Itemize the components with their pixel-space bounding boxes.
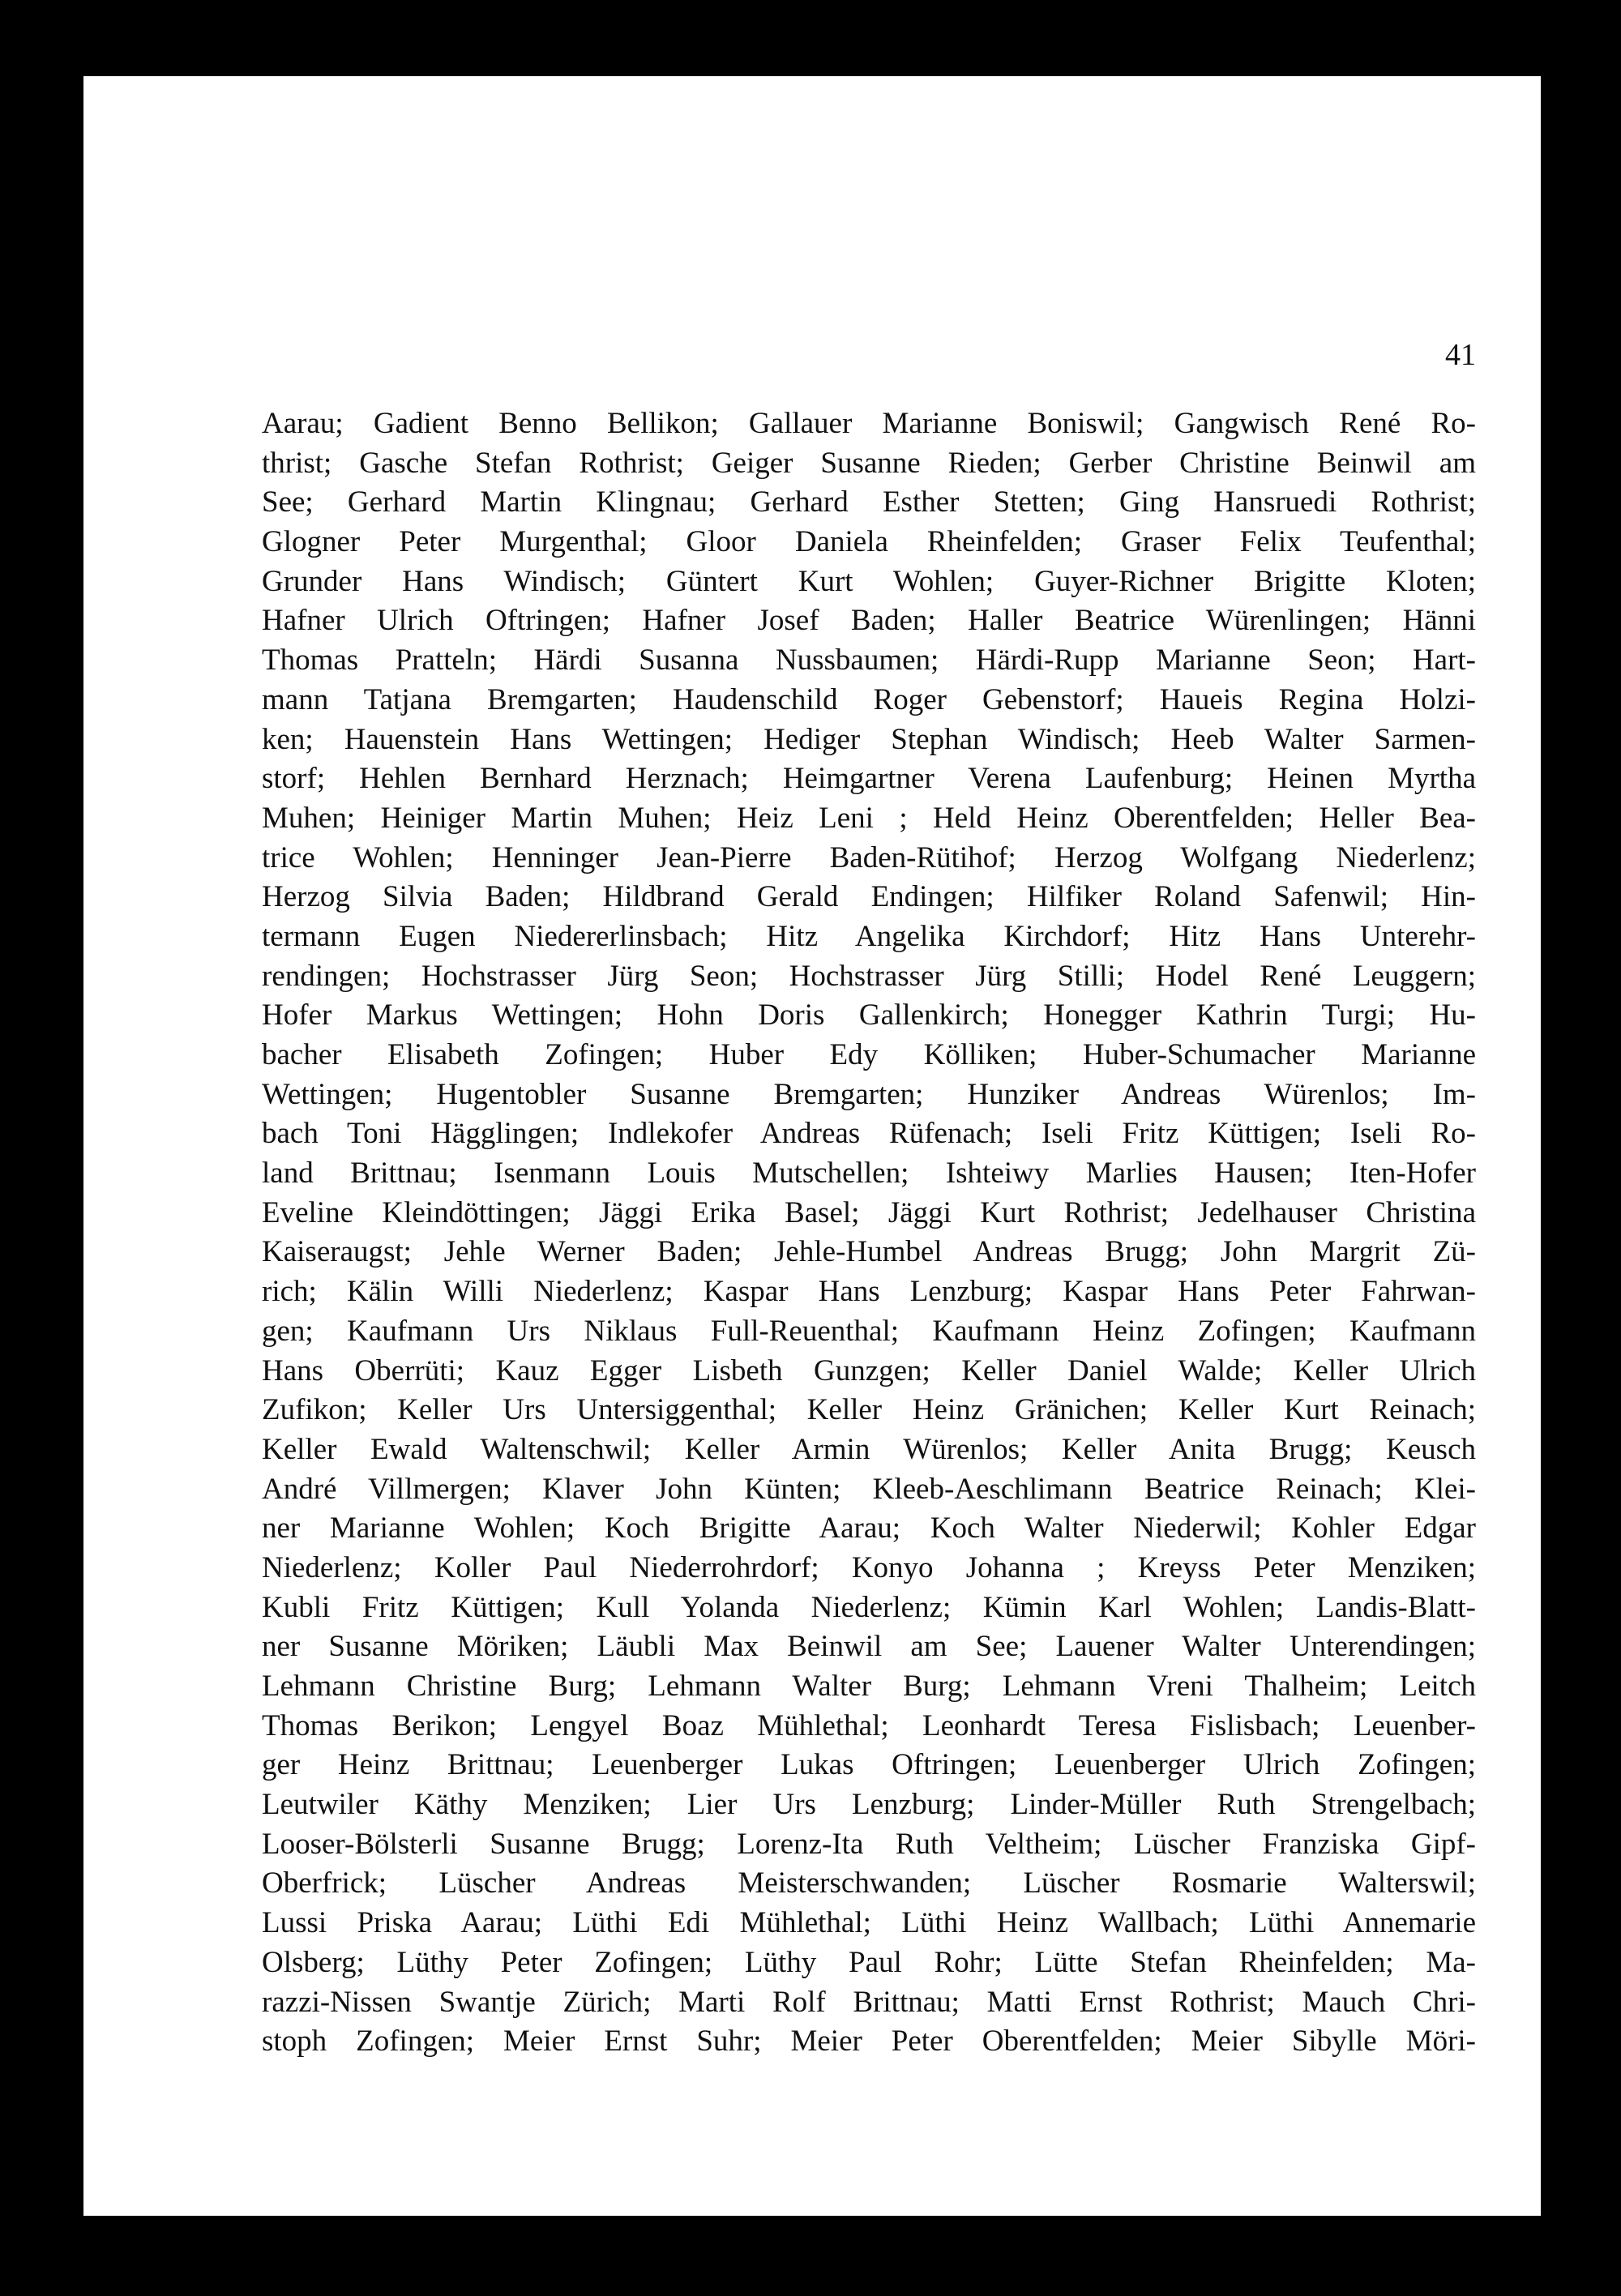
text-line: trice Wohlen; Henninger Jean-Pierre Baden-Rütihof; Herzog Wolfgang Niederlenz; <box>262 840 1476 874</box>
text-line: Hans Oberrüti; Kauz Egger Lisbeth Gunzgen; Keller Daniel Walde; Keller Ulrich <box>262 1353 1476 1387</box>
text-line: Eveline Kleindöttingen; Jäggi Erika Basel; Jäggi Kurt Rothrist; Jedelhauser Christina <box>262 1195 1476 1229</box>
page-number: 41 <box>1445 338 1476 372</box>
text-line: Hafner Ulrich Oftringen; Hafner Josef Baden; Haller Beatrice Würenlingen; Hänni <box>262 604 1476 638</box>
text-line: Thomas Berikon; Lengyel Boaz Mühlethal; Leonhardt Teresa Fislisbach; Leuenber- <box>262 1708 1476 1742</box>
text-line: Wettingen; Hugentobler Susanne Bremgarten; Hunziker Andreas Würenlos; Im- <box>262 1077 1476 1111</box>
text-line: ken; Hauenstein Hans Wettingen; Hediger Stephan Windisch; Heeb Walter Sarmen- <box>262 722 1476 756</box>
text-line: ner Susanne Möriken; Läubli Max Beinwil am See; Lauener Walter Unterendingen; <box>262 1630 1476 1664</box>
text-line: ger Heinz Brittnau; Leuenberger Lukas Oftringen; Leuenberger Ulrich Zofingen; <box>262 1748 1476 1782</box>
text-line: Muhen; Heiniger Martin Muhen; Heiz Leni ; Held Heinz Oberentfelden; Heller Bea- <box>262 801 1476 835</box>
text-line: Hofer Markus Wettingen; Hohn Doris Gallenkirch; Honegger Kathrin Turgi; Hu- <box>262 998 1476 1033</box>
text-line: thrist; Gasche Stefan Rothrist; Geiger Susanne Rieden; Gerber Christine Beinwil am <box>262 446 1476 480</box>
text-line: rich; Kälin Willi Niederlenz; Kaspar Hans Lenzburg; Kaspar Hans Peter Fahrwan- <box>262 1275 1476 1309</box>
text-line: Aarau; Gadient Benno Bellikon; Gallauer Marianne Boniswil; Gangwisch René Ro- <box>262 407 1476 440</box>
text-line: André Villmergen; Klaver John Künten; Kleeb-Aeschlimann Beatrice Reinach; Klei- <box>262 1472 1476 1506</box>
text-line: stoph Zofingen; Meier Ernst Suhr; Meier Peter Oberentfelden; Meier Sibylle Möri- <box>262 2024 1476 2059</box>
text-line: mann Tatjana Bremgarten; Haudenschild Roger Gebenstorf; Haueis Regina Holzi- <box>262 682 1476 716</box>
text-line: Grunder Hans Windisch; Güntert Kurt Wohlen; Guyer-Richner Brigitte Kloten; <box>262 564 1476 598</box>
text-line: Looser-Bölsterli Susanne Brugg; Lorenz-Ita Ruth Veltheim; Lüscher Franziska Gipf- <box>262 1827 1476 1861</box>
text-line: Leutwiler Käthy Menziken; Lier Urs Lenzburg; Linder-Müller Ruth Strengelbach; <box>262 1788 1476 1822</box>
document-page <box>83 76 1541 2216</box>
text-line: ner Marianne Wohlen; Koch Brigitte Aarau; Koch Walter Niederwil; Kohler Edgar <box>262 1511 1476 1546</box>
name-list-text <box>262 404 1476 2062</box>
text-line: termann Eugen Niedererlinsbach; Hitz Angelika Kirchdorf; Hitz Hans Unterehr- <box>262 919 1476 953</box>
text-line: Zufikon; Keller Urs Untersiggenthal; Keller Heinz Gränichen; Keller Kurt Reinach; <box>262 1393 1476 1427</box>
text-line: gen; Kaufmann Urs Niklaus Full-Reuenthal; Kaufmann Heinz Zofingen; Kaufmann <box>262 1314 1476 1348</box>
text-line: Kubli Fritz Küttigen; Kull Yolanda Niederlenz; Kümin Karl Wohlen; Landis-Blatt- <box>262 1590 1476 1624</box>
text-line: bach Toni Hägglingen; Indlekofer Andreas Rüfenach; Iseli Fritz Küttigen; Iseli Ro- <box>262 1117 1476 1151</box>
text-line: Kaiseraugst; Jehle Werner Baden; Jehle-Humbel Andreas Brugg; John Margrit Zü- <box>262 1235 1476 1269</box>
text-line: rendingen; Hochstrasser Jürg Seon; Hochstrasser Jürg Stilli; Hodel René Leuggern; <box>262 959 1476 993</box>
text-line: See; Gerhard Martin Klingnau; Gerhard Esther Stetten; Ging Hansruedi Rothrist; <box>262 485 1476 519</box>
text-line: Lehmann Christine Burg; Lehmann Walter Burg; Lehmann Vreni Thalheim; Leitch <box>262 1670 1476 1703</box>
text-line: bacher Elisabeth Zofingen; Huber Edy Kölliken; Huber-Schumacher Marianne <box>262 1038 1476 1071</box>
text-line: Niederlenz; Koller Paul Niederrohrdorf; Konyo Johanna ; Kreyss Peter Menziken; <box>262 1550 1476 1584</box>
text-line: Oberfrick; Lüscher Andreas Meisterschwanden; Lüscher Rosmarie Walterswil; <box>262 1866 1476 1901</box>
text-line: Keller Ewald Waltenschwil; Keller Armin Würenlos; Keller Anita Brugg; Keusch <box>262 1432 1476 1466</box>
text-line: Olsberg; Lüthy Peter Zofingen; Lüthy Paul Rohr; Lütte Stefan Rheinfelden; Ma- <box>262 1945 1476 1979</box>
text-line: razzi-Nissen Swantje Zürich; Marti Rolf Brittnau; Matti Ernst Rothrist; Mauch Chri- <box>262 1985 1476 2019</box>
text-line: land Brittnau; Isenmann Louis Mutschellen; Ishteiwy Marlies Hausen; Iten-Hofer <box>262 1157 1476 1191</box>
text-line: Herzog Silvia Baden; Hildbrand Gerald Endingen; Hilfiker Roland Safenwil; Hin- <box>262 880 1476 914</box>
text-line: Glogner Peter Murgenthal; Gloor Daniela Rheinfelden; Graser Felix Teufenthal; <box>262 525 1476 559</box>
text-line: storf; Hehlen Bernhard Herznach; Heimgartner Verena Laufenburg; Heinen Myrtha <box>262 762 1476 796</box>
text-line: Lussi Priska Aarau; Lüthi Edi Mühlethal; Lüthi Heinz Wallbach; Lüthi Annemarie <box>262 1906 1476 1940</box>
text-line: Thomas Pratteln; Härdi Susanna Nussbaumen; Härdi-Rupp Marianne Seon; Hart- <box>262 643 1476 678</box>
